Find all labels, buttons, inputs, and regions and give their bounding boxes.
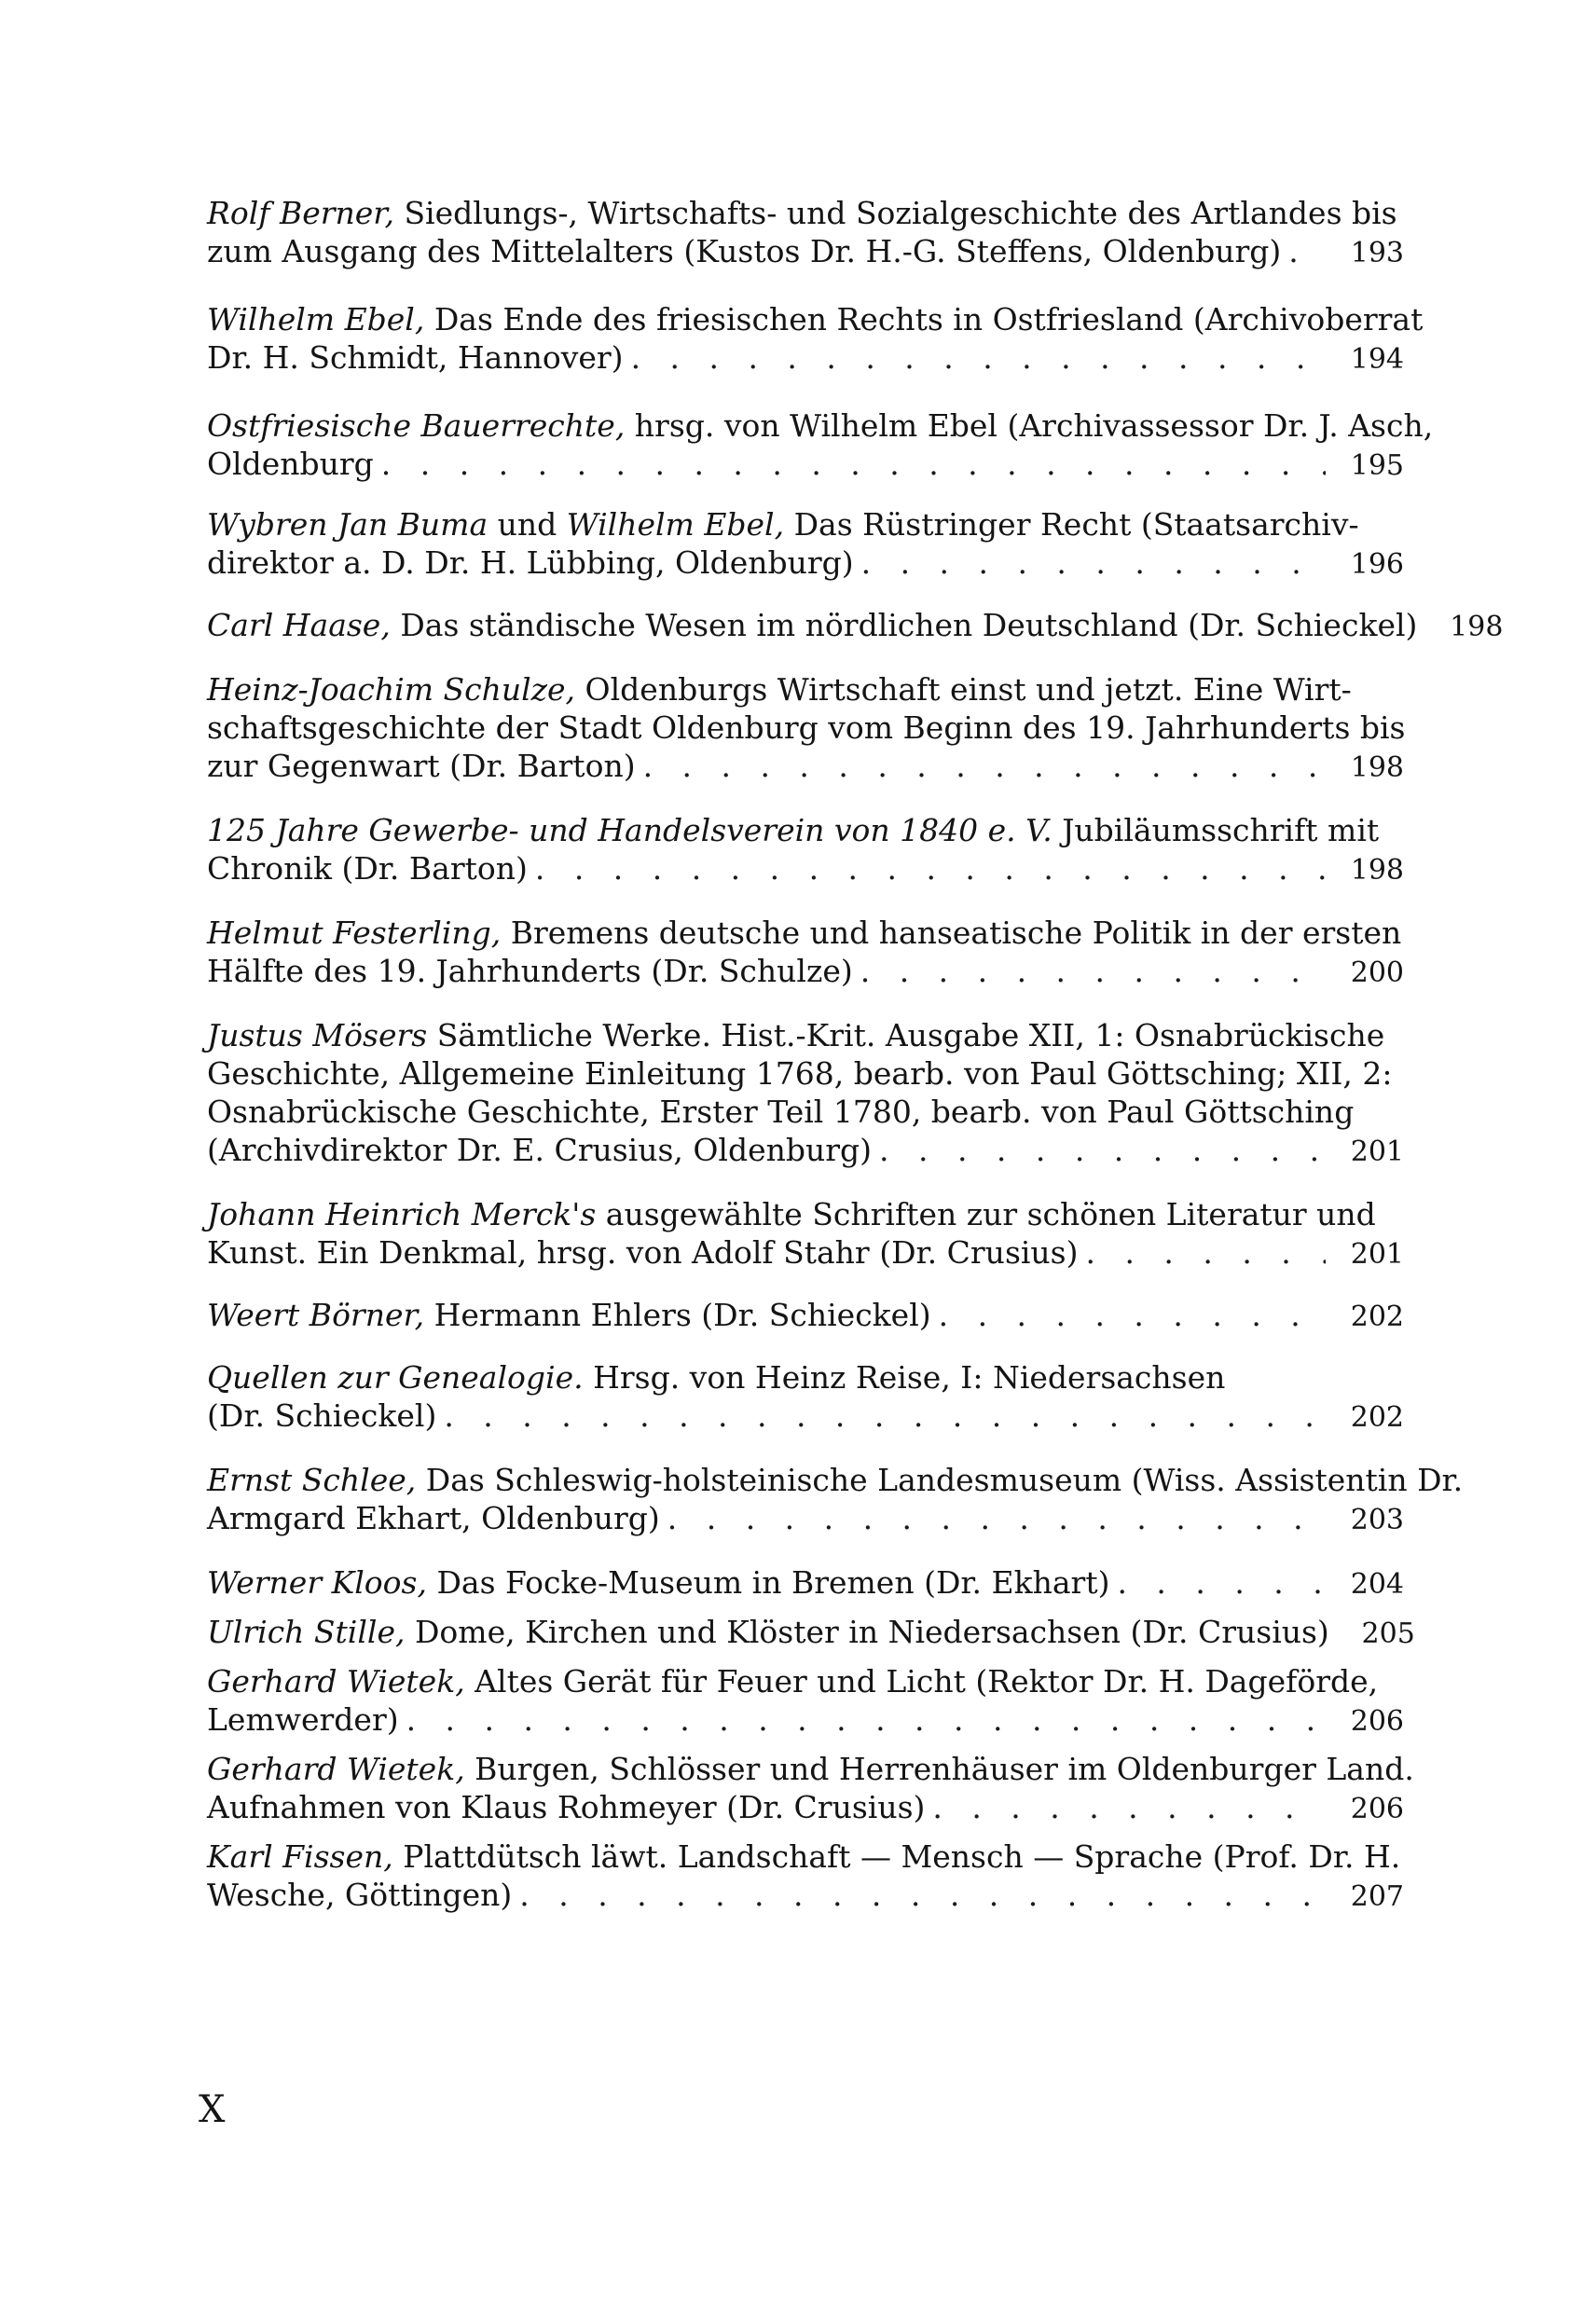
entry-page-number: 207: [1350, 1880, 1404, 1913]
entry-text: Burgen, Schlösser und Herrenhäuser im Oldenburger Land.: [464, 1751, 1414, 1787]
entry-line: [207, 1296, 1404, 1336]
entry-line: [207, 1397, 1404, 1437]
entry-author: Heinz-Joachim Schulze,: [207, 671, 576, 708]
toc-entry: [207, 406, 1434, 485]
entry-author: Wilhelm Ebel,: [207, 301, 425, 337]
dot-leader: [1288, 232, 1326, 270]
entry-line: [207, 606, 1504, 646]
entry-text: ausgewählte Schriften zur schönen Literatur und: [596, 1196, 1376, 1232]
entry-text: Sämtliche Werke. Hist.-Krit. Ausgabe XII, 1: Osnabrückische: [427, 1017, 1385, 1053]
entry-line: [207, 1233, 1404, 1273]
entry-text: Bremens deutsche und hanseatische Politik in der ersten: [501, 915, 1402, 951]
entry-line: [207, 505, 1359, 544]
entry-text: Plattdütsch läwt. Landschaft — Mensch — Sprache (Prof. Dr. H.: [392, 1838, 1401, 1875]
entry-line: [207, 300, 1424, 338]
dot-leader: [381, 445, 1326, 483]
dot-leader: [932, 1788, 1326, 1826]
entry-line: [207, 1195, 1376, 1233]
entry-page-number: 194: [1350, 343, 1404, 376]
entry-page-number: 202: [1350, 1300, 1404, 1333]
entry-page-number: 198: [1350, 854, 1404, 887]
entry-text: Aufnahmen von Klaus Rohmeyer (Dr. Crusius): [207, 1789, 926, 1825]
entry-text: Hälfte des 19. Jahrhunderts (Dr. Schulze): [207, 953, 853, 989]
entry-author: Ostfriesische Bauerrechte,: [207, 407, 626, 444]
toc-entry: [207, 670, 1404, 787]
entry-page-number: 195: [1350, 449, 1404, 482]
toc-entry: [207, 1195, 1404, 1273]
entry-author: Werner Kloos,: [207, 1564, 427, 1601]
entry-line: [207, 1876, 1404, 1916]
entry-line: [207, 849, 1404, 889]
entry-line: [207, 1662, 1379, 1700]
entry-page-number: 193: [1350, 237, 1404, 269]
entry-line: [207, 445, 1404, 485]
dot-leader: [444, 1397, 1326, 1435]
entry-page-number: 198: [1450, 611, 1504, 643]
entry-text: schaftsgeschichte der Stadt Oldenburg vom Beginn des 19. Jahrhunderts bis: [207, 709, 1406, 746]
entry-line: [207, 1750, 1414, 1788]
entry-line: [207, 406, 1434, 445]
toc-entry: [207, 914, 1404, 992]
entry-author: Gerhard Wietek,: [207, 1663, 465, 1700]
toc-entry: [207, 1662, 1404, 1741]
dot-leader: [939, 1296, 1326, 1334]
entry-text: Jubiläumsschrift mit: [1052, 812, 1380, 848]
entry-text: Geschichte, Allgemeine Einleitung 1768, bearb. von Paul Göttsching; XII, 2:: [207, 1055, 1393, 1092]
entry-text: Dr. H. Schmidt, Hannover): [207, 339, 624, 376]
entry-line: [207, 1788, 1404, 1828]
entry-author: Quellen zur Genealogie.: [207, 1359, 584, 1396]
entry-line: [207, 194, 1397, 232]
entry-author: Wybren Jan Buma: [207, 506, 488, 543]
entry-line: [207, 1054, 1393, 1093]
toc-entry: [207, 811, 1404, 889]
entry-text: Hrsg. von Heinz Reise, I: Niedersachsen: [583, 1359, 1226, 1396]
entry-text: Hermann Ehlers (Dr. Schieckel): [424, 1297, 931, 1333]
entry-text: (Archivdirektor Dr. E. Crusius, Oldenburg): [207, 1132, 873, 1168]
entry-text: Das Schleswig-holsteinische Landesmuseum (Wiss. Assistentin Dr.: [416, 1462, 1464, 1498]
entry-text: Dome, Kirchen und Klöster in Niedersachsen (Dr. Crusius): [405, 1614, 1329, 1650]
entry-text: Osnabrückische Geschichte, Erster Teil 1780, bearb. von Paul Göttsching: [207, 1094, 1355, 1130]
entry-line: [207, 1093, 1355, 1131]
entry-line: [207, 544, 1404, 584]
entry-author: Ernst Schlee,: [207, 1462, 417, 1498]
dot-leader: [667, 1499, 1326, 1537]
toc-entry: [207, 1016, 1404, 1171]
toc-entry: [207, 1750, 1414, 1828]
entry-line: [207, 1613, 1415, 1653]
dot-leader: [535, 849, 1326, 888]
entry-text: Armgard Ekhart, Oldenburg): [207, 1500, 660, 1536]
toc-entry: [207, 1461, 1464, 1539]
entry-page-number: 206: [1350, 1705, 1404, 1738]
entry-author: Johann Heinrich Merck's: [207, 1196, 597, 1232]
entry-author: Gerhard Wietek,: [207, 1751, 465, 1787]
entry-text: (Dr. Schieckel): [207, 1397, 437, 1434]
entry-text: zur Gegenwart (Dr. Barton): [207, 748, 636, 784]
entry-page-number: 198: [1350, 751, 1404, 784]
entry-line: [207, 1499, 1404, 1539]
entry-page-number: 202: [1350, 1401, 1404, 1434]
entry-line: [207, 747, 1404, 787]
toc-entry: [207, 1296, 1404, 1336]
dot-leader: [860, 952, 1326, 990]
entry-line: [207, 338, 1404, 378]
entry-text: direktor a. D. Dr. H. Lübbing, Oldenburg): [207, 544, 854, 581]
entry-text: Oldenburgs Wirtschaft einst und jetzt. Eine Wirt-: [575, 671, 1352, 708]
entry-author: Karl Fissen,: [207, 1838, 393, 1875]
entry-text: Siedlungs-, Wirtschafts- und Sozialgeschichte des Artlandes bis: [393, 195, 1397, 231]
dot-leader: [879, 1131, 1326, 1169]
entry-page-number: 203: [1350, 1504, 1404, 1536]
entry-author: Wilhelm Ebel,: [566, 506, 785, 543]
dot-leader: [519, 1876, 1326, 1914]
entry-line: [207, 709, 1406, 747]
entry-line: [207, 914, 1402, 952]
toc-entry: [207, 1358, 1404, 1437]
page-number: X: [199, 2088, 226, 2131]
entry-page-number: 204: [1350, 1568, 1404, 1601]
entry-text: Altes Gerät für Feuer und Licht (Rektor Dr. H. Dageförde,: [464, 1663, 1379, 1700]
entry-line: [207, 1563, 1404, 1603]
dot-leader: [861, 544, 1326, 582]
entry-line: [207, 1700, 1404, 1741]
entry-line: [207, 232, 1404, 272]
dot-leader: [406, 1700, 1326, 1739]
entry-line: [207, 670, 1352, 709]
entry-author: Rolf Berner,: [207, 195, 394, 231]
dot-leader: [643, 747, 1326, 785]
entry-author: Carl Haase,: [207, 607, 391, 643]
entry-author: Weert Börner,: [207, 1297, 425, 1333]
entry-page-number: 206: [1350, 1793, 1404, 1825]
entry-page-number: 201: [1350, 1135, 1404, 1168]
entry-line: [207, 1837, 1401, 1876]
toc-entry: [207, 194, 1404, 272]
entry-text: Das Ende des friesischen Rechts in Ostfriesland (Archivoberrat: [424, 301, 1424, 337]
entry-line: [207, 1016, 1385, 1054]
toc-entry: [207, 1563, 1404, 1603]
entry-text: Das ständische Wesen im nördlichen Deutschland (Dr. Schieckel): [390, 607, 1418, 643]
entry-page-number: 200: [1350, 956, 1404, 989]
entry-line: [207, 811, 1380, 849]
entry-author: Helmut Festerling,: [207, 915, 502, 951]
entry-line: [207, 1131, 1404, 1171]
dot-leader: [631, 338, 1326, 377]
entry-text: Chronik (Dr. Barton): [207, 850, 528, 887]
entry-line: [207, 1461, 1464, 1499]
entry-text: Das Rüstringer Recht (Staatsarchiv-: [784, 506, 1359, 543]
entry-author: Ulrich Stille,: [207, 1614, 406, 1650]
entry-page-number: 196: [1350, 548, 1404, 581]
toc-entry: [207, 300, 1424, 378]
entry-page-number: 201: [1350, 1238, 1404, 1271]
entry-text: Kunst. Ein Denkmal, hrsg. von Adolf Stahr (Dr. Crusius): [207, 1234, 1079, 1271]
toc-entry: [207, 1613, 1415, 1653]
entry-text: Lemwerder): [207, 1701, 399, 1738]
toc-entry: [207, 1837, 1404, 1916]
entry-text: Wesche, Göttingen): [207, 1877, 513, 1913]
entry-author: 125 Jahre Gewerbe- und Handelsverein von 1840 e. V.: [207, 812, 1053, 848]
toc-entry: [207, 606, 1504, 646]
table-of-contents: [207, 194, 1504, 1916]
entry-text: und: [488, 506, 567, 543]
entry-text: hrsg. von Wilhelm Ebel (Archivassessor Dr. J. Asch,: [625, 407, 1434, 444]
entry-author: Justus Mösers: [207, 1017, 428, 1053]
entry-line: [207, 1358, 1311, 1397]
entry-text: Das Focke-Museum in Bremen (Dr. Ekhart): [426, 1564, 1110, 1601]
dot-leader: [1117, 1563, 1326, 1602]
entry-text: zum Ausgang des Mittelalters (Kustos Dr. H.-G. Steffens, Oldenburg): [207, 233, 1282, 269]
entry-page-number: 205: [1361, 1617, 1415, 1650]
entry-line: [207, 952, 1404, 992]
entry-text: Oldenburg: [207, 446, 374, 482]
toc-entry: [207, 505, 1404, 584]
dot-leader: [1086, 1233, 1327, 1272]
